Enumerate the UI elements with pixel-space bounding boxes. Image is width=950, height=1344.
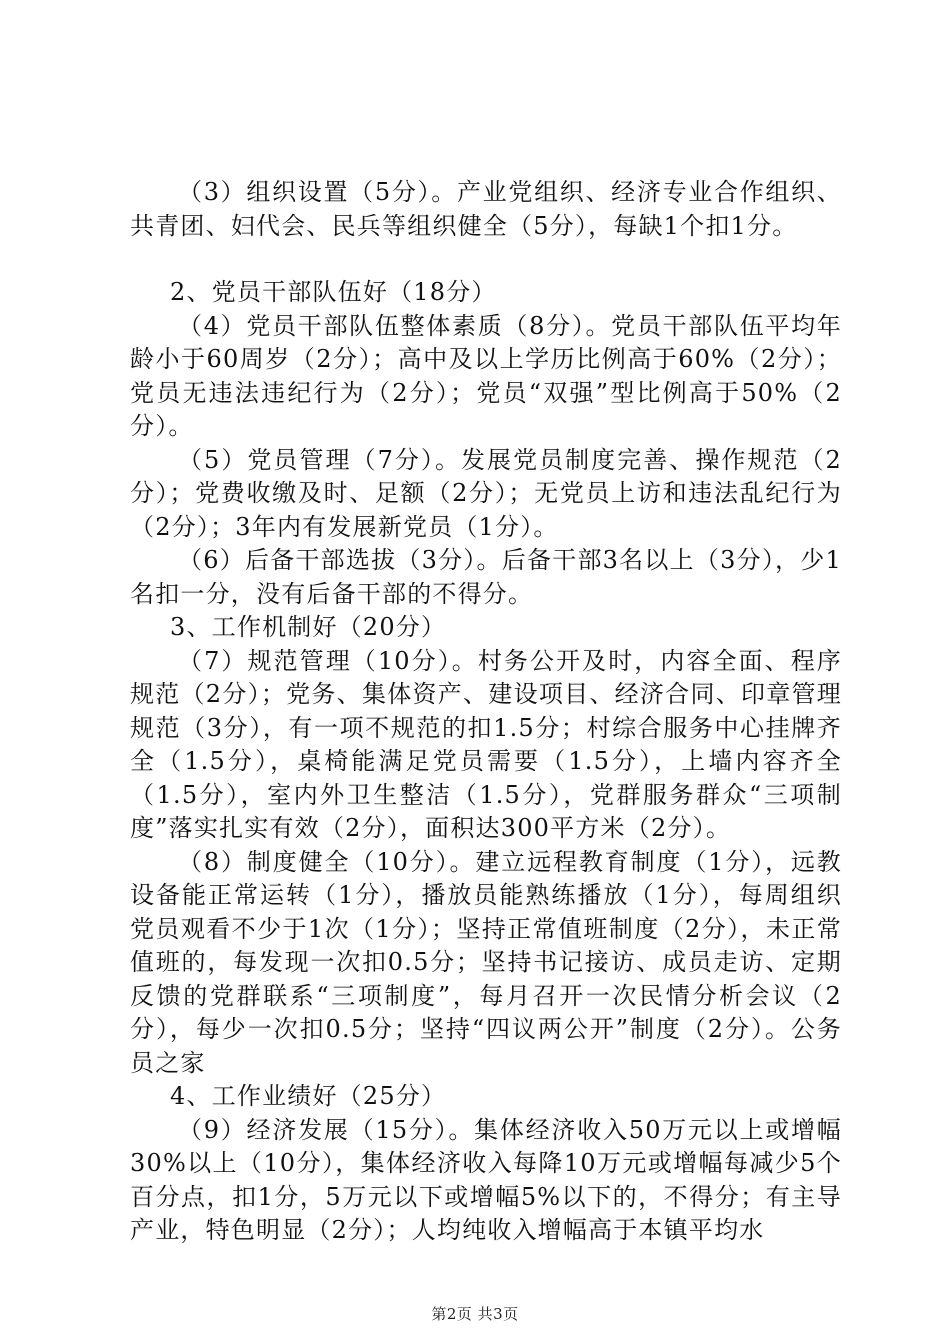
paragraph-system-sound: （8）制度健全（10分）。建立远程教育制度（1分），远教设备能正常运转（1分），播放员能熟练播放（1分），每周组织党员观看不少于1次（1分）；坚持正常值班制度（2分），未正常值班的，每发现一次扣0.5分；坚持书记接访、成员走访、定期反馈的党群联系“三项制度”，每月召开一次民情分析会议（2分），每少一次扣0.5分；坚持“四议两公开”制度（2分）。公务员之家 [130,847,842,1077]
paragraph-member-management: （5）党员管理（7分）。发展党员制度完善、操作规范（2分）；党费收缴及时、足额（2分）；无党员上访和违法乱纪行为（2分）；3年内有发展新党员（1分）。 [130,445,842,541]
paragraph-cadre-quality: （4）党员干部队伍整体素质（8分）。党员干部队伍平均年龄小于60周岁（2分）；高中及以上学历比例高于60%（2分）；党员无违法违纪行为（2分）；党员“双强”型比例高于50%（2分）。 [130,311,842,440]
section-heading-work-performance: 4、工作业绩好（25分） [170,1082,447,1110]
section-heading-cadre-team: 2、党员干部队伍好（18分） [170,278,497,306]
paragraph-reserve-cadres: （6）后备干部选拔（3分）。后备干部3名以上（3分），少1名扣一分，没有后备干部的不得分。 [130,546,842,608]
paragraph-gap [130,243,842,276]
paragraph-economic-development: （9）经济发展（15分）。集体经济收入50万元以上或增幅30%以上（10分），集体经济收入每降10万元或增幅每减少5个百分点，扣1分，5万元以下或增幅5%以下的，不得分；有主导产业，特色明显（2分）；人均纯收入增幅高于本镇平均水 [130,1115,842,1244]
document-body [130,176,842,1248]
section-heading-work-mechanism: 3、工作机制好（20分） [170,613,447,641]
paragraph-organization-setup: （3）组织设置（5分）。产业党组织、经济专业合作组织、共青团、妇代会、民兵等组织健全（5分），每缺1个扣1分。 [130,178,842,240]
page-number-footer: 第2页 共3页 [431,1305,519,1323]
paragraph-standard-management: （7）规范管理（10分）。村务公开及时，内容全面、程序规范（2分）；党务、集体资产、建设项目、经济合同、印章管理规范（3分），有一项不规范的扣1.5分；村综合服务中心挂牌齐全（1.5分），桌椅能满足党员需要（1.5分），上墙内容齐全（1.5分），室内外卫生整洁（1.5分），党群服务群众“三项制度”落实扎实有效（2分），面积达300平方米（2分）。 [130,646,842,842]
